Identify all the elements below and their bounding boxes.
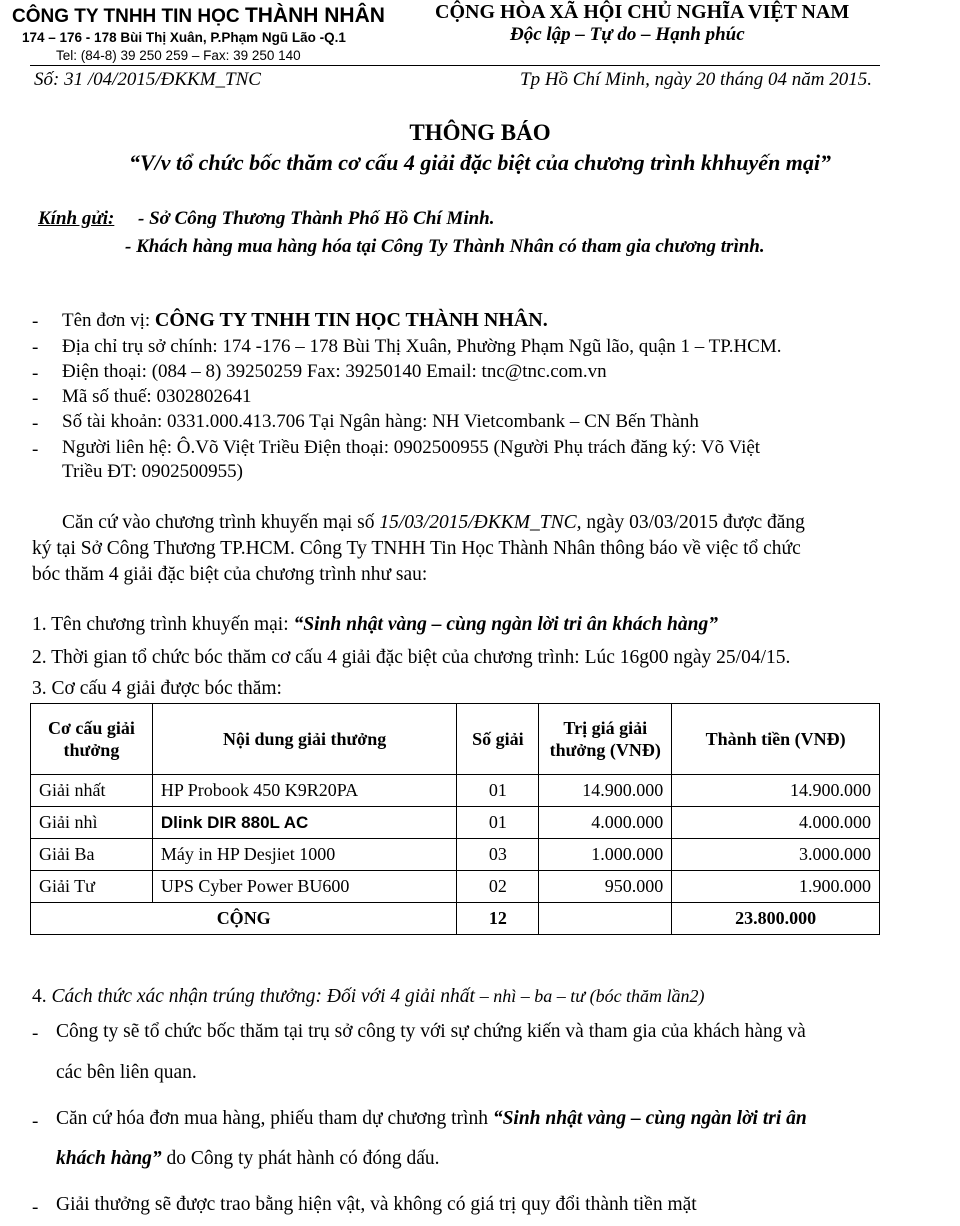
item-2: 2. Thời gian tổ chức bóc thăm cơ cấu 4 giải đặc biệt của chương trình: Lúc 16g00 ngày 25/04/15.: [32, 647, 791, 668]
header-divider: [30, 65, 880, 66]
info-unit-value: CÔNG TY TNHH TIN HỌC THÀNH NHÂN.: [154, 309, 548, 331]
empty-cell: [539, 903, 672, 935]
bullet-2-program-name-end: khách hàng”: [56, 1148, 162, 1169]
document-number: Số: 31 /04/2015/ĐKKM_TNC: [34, 69, 261, 90]
prize-amount: 4.000.000: [672, 807, 880, 839]
recipients-label: Kính gửi:: [38, 208, 115, 229]
section-4-number: 4.: [32, 986, 52, 1007]
prize-content: UPS Cyber Power BU600: [152, 871, 457, 903]
prize-table: [30, 703, 880, 935]
prize-count: 02: [457, 871, 539, 903]
info-address: Địa chỉ trụ sở chính: 174 -176 – 178 Bùi Thị Xuân, Phường Phạm Ngũ lão, quận 1 – TP.HCM.: [62, 336, 782, 357]
total-label: CỘNG: [31, 903, 457, 935]
bullet-2-text: Căn cứ hóa đơn mua hàng, phiếu tham dự chương trình: [56, 1108, 493, 1129]
header-cell: Số giải: [457, 704, 539, 775]
bullet-2-program-name: “Sinh nhật vàng – cùng ngàn lời tri ân: [492, 1108, 807, 1129]
bullet-dash: -: [32, 388, 39, 409]
section-4-bullet-1-line-2: các bên liên quan.: [56, 1062, 197, 1083]
info-tax: Mã số thuế: 0302802641: [62, 386, 252, 407]
table-row: [31, 775, 880, 807]
table-row: [31, 839, 880, 871]
bullet-dash: -: [32, 1197, 39, 1218]
bullet-dash: -: [32, 337, 39, 358]
table-row: [31, 871, 880, 903]
company-address: 174 – 176 - 178 Bùi Thị Xuân, P.Phạm Ngũ Lão -Q.1: [22, 30, 346, 45]
table-row: [31, 807, 880, 839]
info-contact-2: Triều ĐT: 0902500955): [62, 461, 243, 482]
bullet-dash: -: [32, 1111, 39, 1132]
intro-line-3: bóc thăm 4 giải đặc biệt của chương trình như sau:: [32, 564, 428, 585]
item-3: 3. Cơ cấu 4 giải được bóc thăm:: [32, 678, 282, 699]
prize-value: 14.900.000: [539, 775, 672, 807]
prize-value: 4.000.000: [539, 807, 672, 839]
prize-count: 01: [457, 807, 539, 839]
table-header-row: [31, 704, 880, 775]
bullet-2-text-end: do Công ty phát hành có đóng dấu.: [161, 1148, 440, 1169]
document-date: Tp Hồ Chí Minh, ngày 20 tháng 04 năm 2015.: [520, 69, 873, 90]
company-brand: THÀNH NHÂN: [244, 4, 385, 27]
prize-value: 950.000: [539, 871, 672, 903]
prize-tier: Giải Tư: [31, 871, 153, 903]
bullet-dash: -: [32, 439, 39, 460]
prize-tier: Giải Ba: [31, 839, 153, 871]
document-subtitle: “V/v tổ chức bốc thăm cơ cấu 4 giải đặc biệt của chương trình khhuyến mại”: [128, 150, 832, 175]
item-1: [32, 614, 718, 636]
prize-content: HP Probook 450 K9R20PA: [152, 775, 457, 807]
info-unit: [62, 309, 548, 332]
intro-line-2: ký tại Sở Công Thương TP.HCM. Công Ty TNHH Tin Học Thành Nhân thông báo về việc tổ chức: [32, 538, 801, 559]
section-4-bullet-2-line-1: [56, 1108, 807, 1130]
total-amount: 23.800.000: [672, 903, 880, 935]
intro-text-a: Căn cứ vào chương trình khuyến mại số: [62, 512, 380, 533]
bullet-dash: -: [32, 311, 39, 332]
bullet-dash: -: [32, 1023, 39, 1044]
prize-content: Máy in HP Desjiet 1000: [152, 839, 457, 871]
bullet-dash: -: [32, 363, 39, 384]
info-contact-1: Người liên hệ: Ô.Võ Việt Triều Điện thoại: 0902500955 (Người Phụ trách đăng ký: Võ Việt: [62, 437, 761, 458]
national-motto: Độc lập – Tự do – Hạnh phúc: [510, 24, 745, 45]
prize-value: 1.000.000: [539, 839, 672, 871]
intro-text-b: ngày 03/03/2015 được đăng: [581, 512, 805, 533]
prize-tier: Giải nhì: [31, 807, 153, 839]
section-4-heading: [32, 986, 705, 1008]
prize-amount: 14.900.000: [672, 775, 880, 807]
recipient-1: - Sở Công Thương Thành Phố Hồ Chí Minh.: [138, 208, 495, 229]
header-cell: Thành tiền (VNĐ): [672, 704, 880, 775]
section-4-bullet-1-line-1: Công ty sẽ tổ chức bốc thăm tại trụ sở công ty với sự chứng kiến và tham gia của khách hàng và: [56, 1021, 806, 1042]
prize-content: Dlink DIR 880L AC: [152, 807, 457, 839]
bullet-dash: -: [32, 413, 39, 434]
prize-amount: 1.900.000: [672, 871, 880, 903]
header-cell: Nội dung giải thưởng: [152, 704, 457, 775]
section-4-heading-tail: – nhì – ba – tư (bóc thăm lần2): [479, 986, 705, 1006]
document-title: THÔNG BÁO: [409, 120, 551, 145]
intro-ref: 15/03/2015/ĐKKM_TNC,: [379, 512, 582, 533]
company-name-prefix: CÔNG TY TNHH TIN HỌC: [12, 6, 240, 27]
item-1-label: 1. Tên chương trình khuyến mại:: [32, 614, 294, 635]
table-total-row: [31, 903, 880, 935]
total-count: 12: [457, 903, 539, 935]
prize-tier: Giải nhất: [31, 775, 153, 807]
nation-header: CỘNG HÒA XÃ HỘI CHỦ NGHĨA VIỆT NAM: [435, 1, 850, 23]
intro-line-1: [62, 512, 805, 534]
section-4-bullet-3: Giải thưởng sẽ được trao bằng hiện vật, và không có giá trị quy đổi thành tiền mặt: [56, 1194, 697, 1215]
prize-amount: 3.000.000: [672, 839, 880, 871]
header-cell: Trị giá giải thưởng (VNĐ): [539, 704, 672, 775]
company-tel-fax: Tel: (84-8) 39 250 259 – Fax: 39 250 140: [56, 48, 301, 63]
section-4-bullet-2-line-2: [56, 1148, 440, 1170]
prize-count: 03: [457, 839, 539, 871]
info-phone: Điện thoại: (084 – 8) 39250259 Fax: 39250140 Email: tnc@tnc.com.vn: [62, 361, 607, 382]
info-account: Số tài khoản: 0331.000.413.706 Tại Ngân hàng: NH Vietcombank – CN Bến Thành: [62, 411, 699, 432]
prize-count: 01: [457, 775, 539, 807]
item-1-value: “Sinh nhật vàng – cùng ngàn lời tri ân khách hàng”: [293, 614, 718, 635]
header-cell: Cơ cấu giải thưởng: [31, 704, 153, 775]
info-unit-label: Tên đơn vị:: [62, 310, 155, 331]
company-name: [12, 4, 385, 28]
section-4-heading-text: Cách thức xác nhận trúng thưởng: Đối với 4 giải nhất: [51, 986, 480, 1007]
recipient-2: - Khách hàng mua hàng hóa tại Công Ty Thành Nhân có tham gia chương trình.: [125, 236, 765, 257]
